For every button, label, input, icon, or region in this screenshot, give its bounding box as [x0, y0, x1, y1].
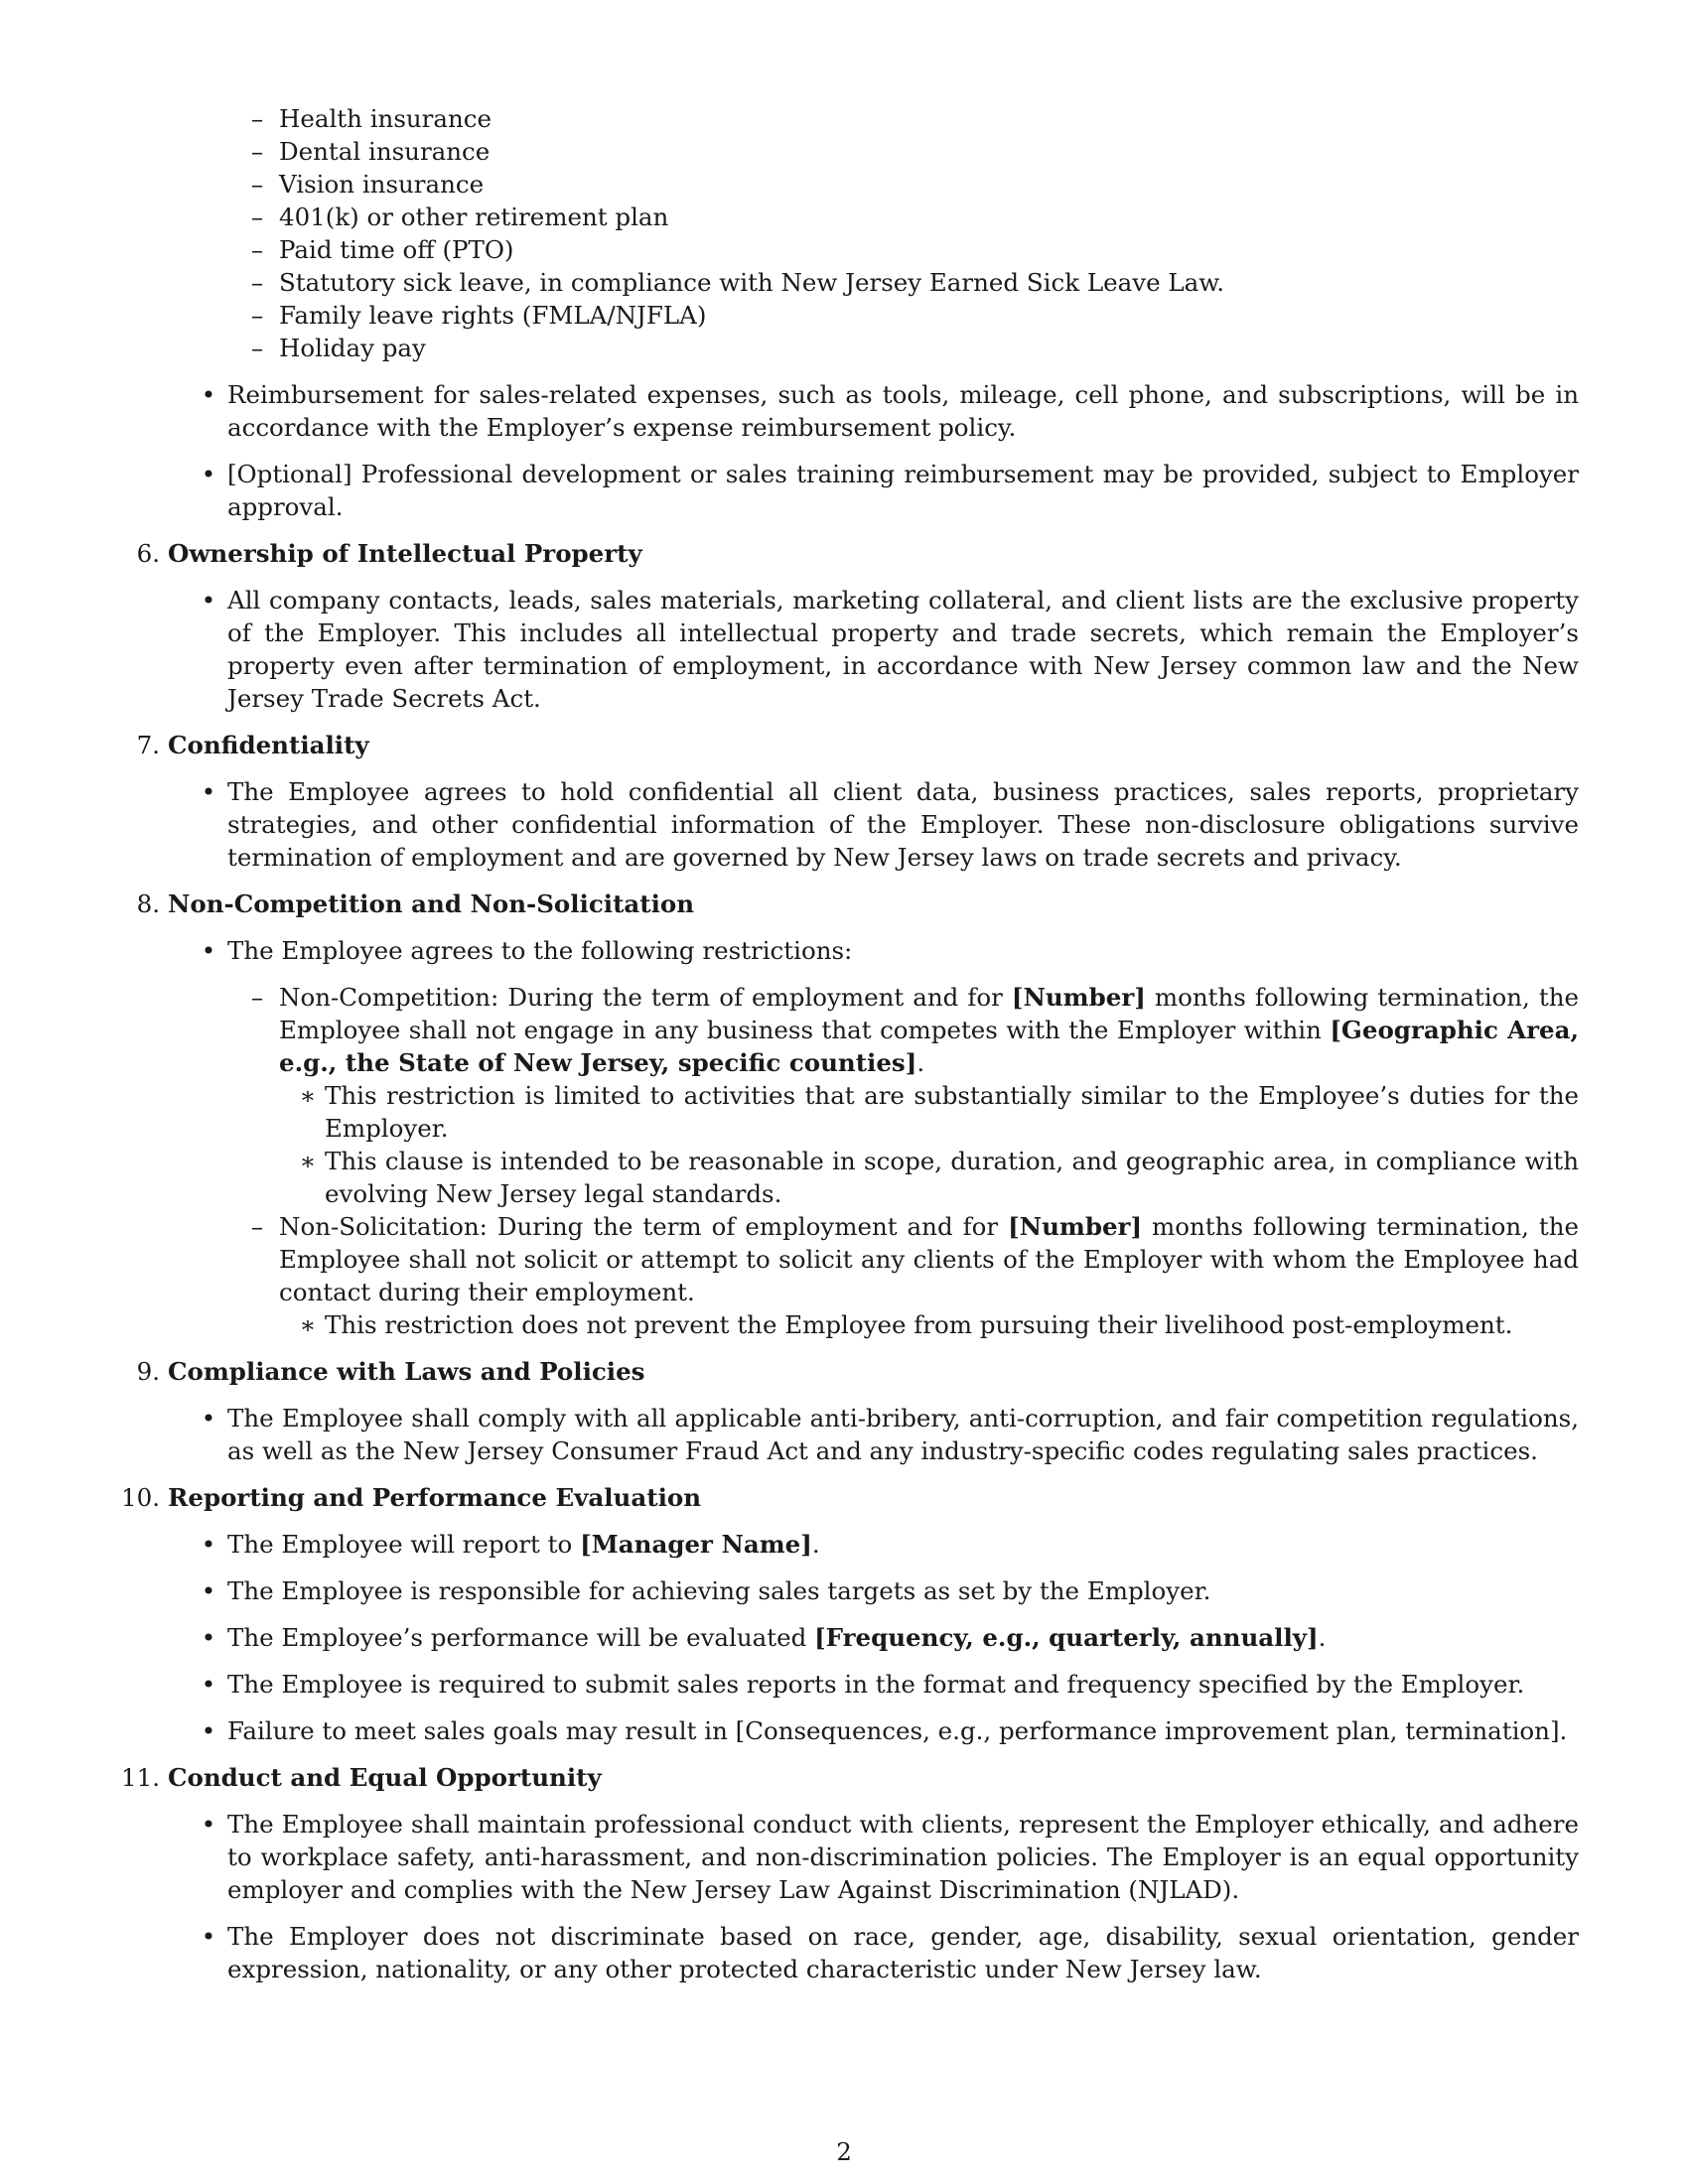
non-competition-subitem: ∗ This clause is intended to be reasonable in scope, duration, and geographic area, in compliance with evolving New Jersey legal standards.: [299, 1147, 1579, 1208]
bullet-marker: •: [201, 1530, 216, 1559]
dash-marker: –: [250, 235, 264, 264]
bullet-expenses: • Reimbursement for sales-related expenses, such as tools, mileage, cell phone, and subscriptions, will be in accordance with the Employer’s expense reimbursement policy.: [201, 380, 1579, 442]
bullet-marker: •: [201, 1670, 216, 1699]
section-11-bullet-conduct: • The Employee shall maintain professional conduct with clients, represent the Employer ethically, and adhere to workplace safety, anti-harassment, and non-discrimination policies. The Employer is an equal opportunity employer and complies with the New Jersey Law Against Discrimination (NJLAD).: [201, 1810, 1579, 1904]
list-item: – Vision insurance: [279, 168, 1579, 201]
bullet-marker: •: [201, 777, 216, 806]
section-6-bullet: • All company contacts, leads, sales materials, marketing collateral, and client lists are the exclusive property of the Employer. This includes all intellectual property and trade secrets, which remain the Employer’s property even after termination of employment, in accordance with New Jersey common law and the New Jersey Trade Secrets Act.: [201, 586, 1579, 713]
section-10-bullet-targets: • The Employee is responsible for achieving sales targets as set by the Employer.: [201, 1576, 1211, 1605]
bullet-marker: •: [201, 1716, 216, 1745]
dash-marker: –: [250, 268, 264, 297]
star-marker: ∗: [299, 1147, 317, 1175]
document-body: [0, 102, 1688, 1985]
bullet-training: • [Optional] Professional development or sales training reimbursement may be provided, subject to Employer approval.: [201, 460, 1579, 521]
non-solicitation-item: – Non-Solicitation: During the term of employment and for [Number] months following termination, the Employee shall not solicit or attempt to solicit any clients of the Employer with whom the Employee had contact during their employment.: [279, 1210, 1579, 1308]
dash-marker: –: [250, 104, 264, 133]
bullet-marker: •: [201, 936, 216, 965]
section-heading-8: 8. Non-Competition and Non-Solicitation: [136, 889, 695, 918]
non-solicitation-subitem: ∗ This restriction does not prevent the Employee from pursuing their livelihood post-employment.: [299, 1310, 1513, 1339]
section-10-bullet-consequences: • Failure to meet sales goals may result in [Consequences, e.g., performance improvement plan, termination].: [201, 1716, 1568, 1745]
section-heading-6: 6. Ownership of Intellectual Property: [136, 539, 642, 568]
bullet-marker: •: [201, 1922, 216, 1951]
section-7-bullet: • The Employee agrees to hold confidential all client data, business practices, sales reports, proprietary strategies, and other confidential information of the Employer. These non-disclosure obligations survive termination of employment and are governed by New Jersey laws on trade secrets and privacy.: [201, 777, 1579, 872]
dash-marker: –: [250, 203, 264, 231]
section-11-bullet-nondiscrimination: • The Employer does not discriminate based on race, gender, age, disability, sexual orientation, gender expression, nationality, or any other protected characteristic under New Jersey law.: [201, 1922, 1579, 1983]
star-marker: ∗: [299, 1310, 317, 1339]
section-heading-10: 10. Reporting and Performance Evaluation: [121, 1483, 702, 1512]
bullet-marker: •: [201, 586, 216, 614]
bullet-marker: •: [201, 380, 216, 409]
section-heading-9: 9. Compliance with Laws and Policies: [136, 1357, 645, 1386]
section-10-bullet-evaluation: • The Employee’s performance will be evaluated [Frequency, e.g., quarterly, annually].: [201, 1623, 1327, 1652]
dash-marker: –: [250, 1212, 264, 1241]
list-item: – Family leave rights (FMLA/NJFLA): [279, 299, 1579, 332]
list-item: – Paid time off (PTO): [279, 233, 1579, 266]
bullet-marker: •: [201, 1404, 216, 1433]
non-competition-subitem: ∗ This restriction is limited to activities that are substantially similar to the Employee’s duties for the Employer.: [299, 1081, 1579, 1143]
benefits-list: [0, 102, 1688, 364]
dash-marker: –: [250, 137, 264, 166]
dash-marker: –: [250, 301, 264, 330]
page-number: 2: [836, 2137, 852, 2166]
section-heading-7: 7. Confidentiality: [136, 731, 369, 759]
dash-marker: –: [250, 334, 264, 362]
section-9-bullet: • The Employee shall comply with all applicable anti-bribery, anti-corruption, and fair competition regulations, as well as the New Jersey Consumer Fraud Act and any industry-specific codes regulating sales practices.: [201, 1404, 1579, 1465]
dash-marker: –: [250, 170, 264, 199]
list-item: – Dental insurance: [279, 135, 1579, 168]
section-heading-11: 11. Conduct and Equal Opportunity: [121, 1763, 602, 1792]
bullet-marker: •: [201, 1576, 216, 1605]
star-marker: ∗: [299, 1081, 317, 1110]
list-item: – Holiday pay: [279, 332, 1579, 364]
bullet-marker: •: [201, 1810, 216, 1839]
bullet-marker: •: [201, 460, 216, 488]
bullet-marker: •: [201, 1623, 216, 1652]
section-10-bullet-reports: • The Employee is required to submit sales reports in the format and frequency specified by the Employer.: [201, 1670, 1525, 1699]
section-8-bullet: • The Employee agrees to the following restrictions:: [201, 936, 853, 965]
list-item: – Health insurance: [279, 102, 1579, 135]
non-competition-item: – Non-Competition: During the term of employment and for [Number] months following termination, the Employee shall not engage in any business that competes with the Employer within [Geographic Area, e.g., the State of New Jersey, specific counties].: [279, 981, 1579, 1079]
section-10-bullet-manager: • The Employee will report to [Manager Name].: [201, 1530, 820, 1559]
list-item: – 401(k) or other retirement plan: [279, 201, 1579, 233]
list-item: – Statutory sick leave, in compliance with New Jersey Earned Sick Leave Law.: [279, 266, 1579, 299]
dash-marker: –: [250, 983, 264, 1012]
